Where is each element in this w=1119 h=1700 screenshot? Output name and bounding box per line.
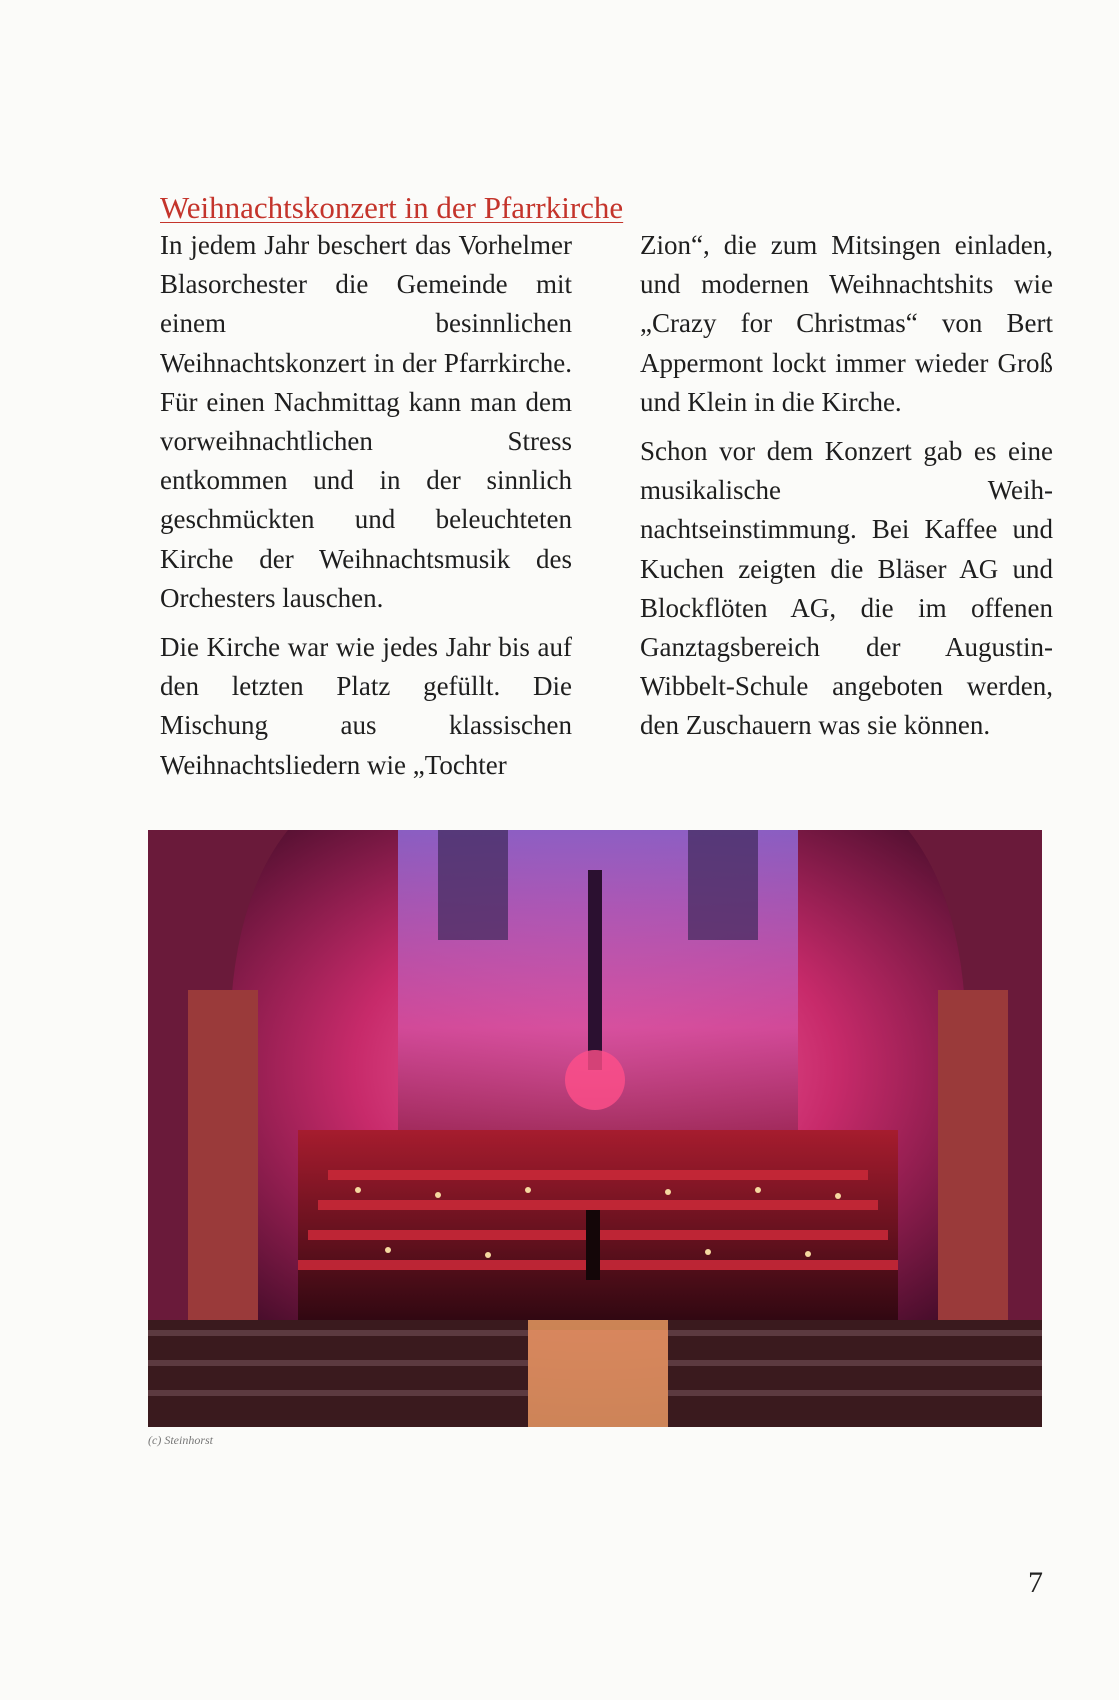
photo-credit: (c) Steinhorst [148,1433,213,1447]
article-title: Weihnachtskonzert in der Pfarrkirche [160,190,624,225]
page-number: 7 [1028,1566,1043,1599]
article-column-left [160,226,572,795]
paragraph-pre-concert: Schon vor dem Konzert gab es eine musikalische Weihnachtseinstimmung. Bei Kaffee und Kuchen zeigten die Bläser AG und Blockflöten AG, die im offenen Ganztagsbereich der Augustin-Wibbelt-Schule angeboten werden, den Zuschauern was sie können. [640,436,1053,741]
paragraph-church-full: Die Kirche war wie jedes Jahr bis auf den letzten Platz gefüllt. Die Mischung aus klassischen Weihnachtsliedern wie „Tochter [160,632,572,780]
article-column-right [640,226,1053,756]
paragraph-intro: In jedem Jahr beschert das Vorhelmer Blasorchester die Gemeinde mit einem besinnlichen Weihnachtskonzert in der Pfarrkirche. Für einen Nachmittag kann man dem vorweihnachtlichen Stress entkommen und in der sinnlich geschmückten und beleuchteten Kirche der Weihnachtsmusik des Orchesters lauschen. [160,230,572,613]
concert-photo [148,830,1042,1427]
paragraph-songs: Zion“, die zum Mitsingen einladen, und modernen Weihnachtshits wie „Crazy for Christmas“ von Bert Appermont lockt immer wieder Groß und Klein in die Kirche. [640,230,1053,417]
